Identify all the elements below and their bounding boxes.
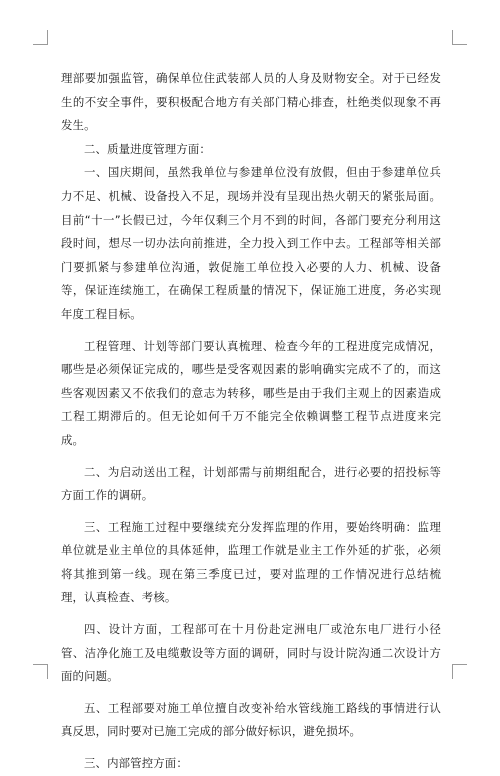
- paragraph-item-5: 五、工程部要对施工单位擅自改变补给水管线施工路线的事情进行认真反思，同时要对已施工完成的部分做好标识，避免损坏。: [61, 700, 441, 739]
- paragraph-item-1: 一、国庆期间，虽然我单位与参建单位没有放假，但由于参建单位兵力不足、机械、设备投入不足，现场并没有呈现出热火朝天的紧张局面。目前“十一”长假已过，今年仅剩三个月不到的时间，各部门要充分利用这段时间，想尽一切办法向前推进，全力投入到工作中去。工程部等相关部门要抓紧与参建单位沟通，敦促施工单位投入必要的人力、机械、设备等，保证连续施工，在确保工程质量的情况下，保证施工进度，务必实现年度工程目标。: [61, 165, 441, 321]
- document-body: [61, 67, 441, 776]
- paragraph-progress-review: 工程管理、计划等部门要认真梳理、检查今年的工程进度完成情况，哪些是必须保证完成的，哪些是受客观因素的影响确实完成不了的，而这些客观因素又不依我们的意志为转移，哪些是由于我们主观上的因素造成工程工期滞后的。但无论如何千万不能完全依赖调整工程节点进度来完成。: [61, 338, 441, 447]
- crop-mark-bottom-left: [33, 664, 48, 679]
- crop-mark-top-left: [33, 30, 48, 45]
- paragraph-continuation: 理部要加强监管，确保单位住武装部人员的人身及财物安全。对于已经发生的不安全事件，要积极配合地方有关部门精心排查，杜绝类似现象不再发生。: [61, 71, 441, 133]
- crop-mark-bottom-right: [452, 664, 467, 679]
- section-heading-quality-progress: 二、质量进度管理方面：: [84, 141, 211, 156]
- crop-mark-top-right: [452, 30, 467, 45]
- paragraph-item-3: 三、工程施工过程中要继续充分发挥监理的作用，要始终明确：监理单位就是业主单位的具体延伸，监理工作就是业主工作外延的扩张，必须将其推到第一线。现在第三季度已过，要对监理的工作情况进行总结梳理，认真检查、考核。: [61, 519, 441, 605]
- paragraph-item-4: 四、设计方面，工程部可在十月份赴定洲电厂或沧东电厂进行小径管、洁净化施工及电缆敷设等方面的调研，同时与设计院沟通二次设计方面的问题。: [61, 622, 441, 684]
- paragraph-item-2: 二、为启动送出工程，计划部需与前期组配合，进行必要的招投标等方面工作的调研。: [61, 464, 441, 503]
- section-heading-internal-control: 三、内部管控方面：: [84, 756, 188, 771]
